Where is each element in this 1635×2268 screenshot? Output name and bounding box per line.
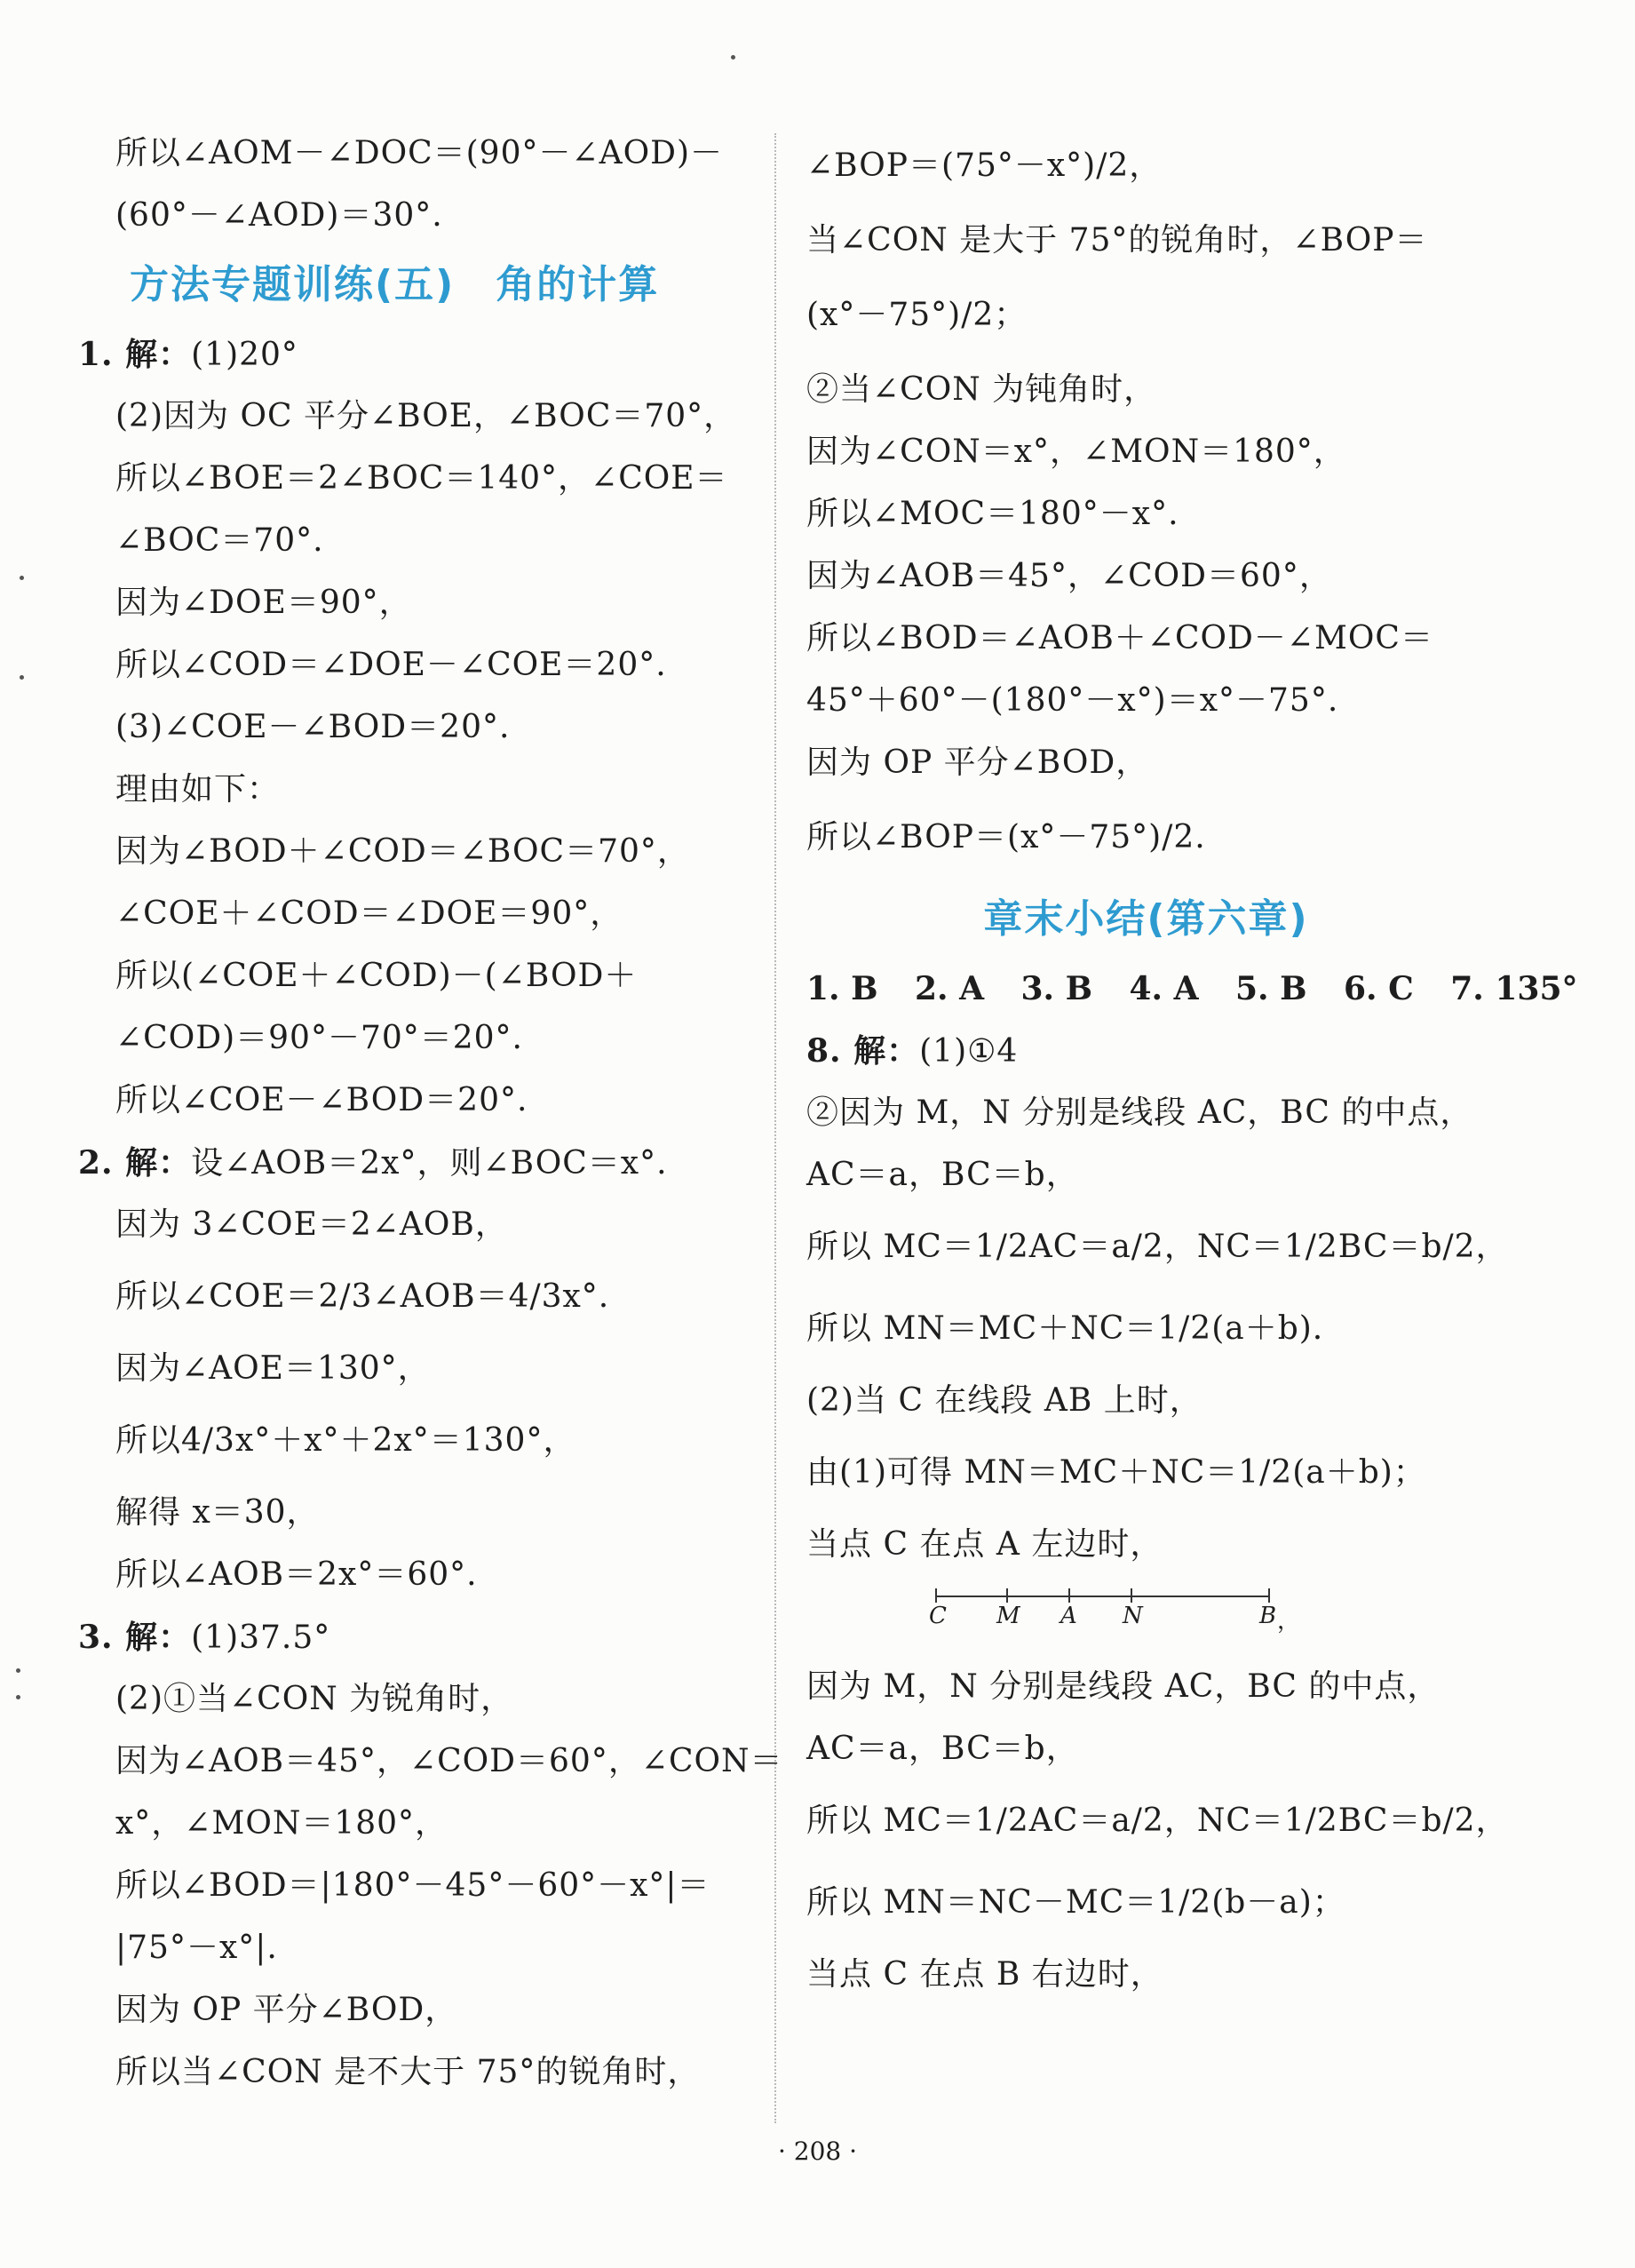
text-line: 解得 x＝30， [115, 1494, 320, 1531]
answer-item: 1. B [806, 970, 878, 1007]
text-line: ∠BOC＝70°. [115, 522, 324, 559]
answer-item: 3. B [1020, 970, 1093, 1007]
text-line: 所以∠MOC＝180°－x°. [806, 496, 1179, 532]
text-line: (x°－75°)/2； [806, 297, 1028, 333]
text-line: 所以当∠CON 是不大于 75°的锐角时， [115, 2054, 701, 2090]
text-line: 所以∠BOD＝|180°－45°－60°－x°|＝ [115, 1867, 710, 1904]
text-line: 当点 C 在点 B 右边时， [806, 1956, 1163, 1993]
left-column [78, 123, 783, 2104]
text-line: 因为∠AOB＝45°，∠COD＝60°， [806, 558, 1332, 594]
page-number: · 208 · [777, 2137, 858, 2166]
text-line: ∠COD)＝90°－70°＝20°. [115, 1020, 524, 1056]
speck [20, 576, 24, 580]
text-line: |75°－x°|. [115, 1930, 278, 1966]
text-line: 所以∠AOB＝2x°＝60°. [115, 1556, 478, 1593]
text-line: ∠COE＋∠COD＝∠DOE＝90°， [115, 895, 623, 932]
number-line-diagram [895, 1576, 1321, 1656]
tick-m [1006, 1588, 1008, 1603]
answer-item: 7. 135° [1450, 970, 1578, 1007]
text-line: 所以∠BOD＝∠AOB＋∠COD－∠MOC＝ [806, 620, 1433, 657]
text-line: x°，∠MON＝180°， [115, 1805, 448, 1842]
question-1-line [78, 323, 753, 386]
text-line: 因为∠DOE＝90°， [115, 585, 412, 621]
text-line: 由(1)可得 MN＝MC＋NC＝1/2(a＋b)； [806, 1454, 1426, 1491]
question-number: 3. 解： [78, 1619, 192, 1656]
answer-text: (1)①4 [919, 1033, 1019, 1070]
tick-a [1068, 1588, 1070, 1603]
question-2-line [78, 1132, 753, 1194]
section-heading: 章末小结(第六章) [983, 896, 1309, 942]
text-line: 所以∠BOP＝(x°－75°)/2. [806, 819, 1206, 855]
point-label-b: B [1259, 1603, 1277, 1629]
text-line: 因为 OP 平分∠BOD， [806, 744, 1149, 781]
text-line: 所以∠COE－∠BOD＝20°. [115, 1082, 528, 1118]
text-line: 所以 MN＝NC－MC＝1/2(b－a)； [806, 1884, 1345, 1921]
text-line: 所以∠COE＝2/3∠AOB＝4/3x°. [115, 1278, 610, 1315]
question-3-line [78, 1606, 753, 1668]
tick-c [935, 1588, 937, 1603]
text-line: 所以 MN＝MC＋NC＝1/2(a＋b). [806, 1310, 1324, 1347]
text-line: 因为∠AOB＝45°，∠COD＝60°，∠CON＝ [115, 1743, 783, 1779]
text-line: 所以∠AOM－∠DOC＝(90°－∠AOD)－ [115, 135, 724, 171]
answer-text: (1)37.5° [191, 1619, 331, 1656]
text-line: 所以(∠COE＋∠COD)－(∠BOD＋ [115, 958, 638, 994]
section-heading: 方法专题训练(五) 角的计算 [130, 262, 660, 307]
point-label-a: A [1060, 1603, 1077, 1629]
answer-item: 4. A [1129, 970, 1199, 1007]
answer-item: 5. B [1235, 970, 1307, 1007]
text-line: 因为∠CON＝x°，∠MON＝180°， [806, 434, 1346, 470]
text-line: 当∠CON 是大于 75°的锐角时，∠BOP＝ [806, 222, 1428, 259]
speck [20, 675, 24, 680]
text-line: 所以 MC＝1/2AC＝a/2，NC＝1/2BC＝b/2， [806, 1229, 1509, 1265]
answer-item: 6. C [1344, 970, 1414, 1007]
tick-b [1268, 1588, 1270, 1603]
text-line: ②因为 M，N 分别是线段 AC，BC 的中点， [806, 1094, 1473, 1131]
answer-list [806, 958, 1578, 1020]
speck [16, 1668, 20, 1673]
text-line: ∠BOP＝(75°－x°)/2， [806, 147, 1163, 184]
point-label-m: M [996, 1603, 1020, 1629]
text-line: (2)因为 OC 平分∠BOE，∠BOC＝70°， [115, 398, 737, 434]
text-line: AC＝a，BC＝b， [806, 1731, 1079, 1767]
text-line: 所以4/3x°＋x°＋2x°＝130°， [115, 1422, 576, 1459]
number-line-axis [935, 1596, 1268, 1597]
text-line: (2)当 C 在线段 AB 上时， [806, 1382, 1202, 1419]
question-number: 2. 解： [78, 1144, 192, 1182]
question-8-line [806, 1020, 1468, 1082]
answer-item: 2. A [915, 970, 985, 1007]
text-line: 因为 OP 平分∠BOD， [115, 1992, 458, 2028]
question-number: 8. 解： [806, 1032, 920, 1070]
text-line: 所以∠COD＝∠DOE－∠COE＝20°. [115, 647, 667, 683]
text-line: 因为∠AOE＝130°， [115, 1350, 431, 1387]
line-suffix: ， [1277, 1608, 1301, 1635]
right-column [806, 123, 1578, 2006]
text-line: 当点 C 在点 A 左边时， [806, 1526, 1163, 1563]
answer-text: (1)20° [191, 337, 298, 373]
text-line: 因为 M，N 分别是线段 AC，BC 的中点， [806, 1668, 1441, 1705]
text-line: ②当∠CON 为钝角时， [806, 371, 1157, 408]
point-label-c: C [929, 1603, 947, 1629]
text-line: 45°＋60°－(180°－x°)＝x°－75°. [806, 682, 1339, 719]
speck [16, 1695, 20, 1699]
text-line: (60°－∠AOD)＝30°. [115, 197, 443, 234]
text-line: AC＝a，BC＝b， [806, 1157, 1079, 1193]
text-line: 所以∠BOE＝2∠BOC＝140°，∠COE＝ [115, 460, 728, 497]
text-line: 所以 MC＝1/2AC＝a/2，NC＝1/2BC＝b/2， [806, 1802, 1509, 1839]
text-line: 理由如下： [115, 771, 281, 808]
text-line: (3)∠COE－∠BOD＝20°. [115, 709, 511, 745]
column-divider [774, 133, 776, 2123]
text-line: 因为 3∠COE＝2∠AOB， [115, 1206, 508, 1243]
point-label-n: N [1123, 1603, 1143, 1629]
speck [731, 55, 735, 60]
question-number: 1. 解： [78, 336, 192, 373]
text-line: 因为∠BOD＋∠COD＝∠BOC＝70°， [115, 833, 690, 870]
answer-text: 设∠AOB＝2x°，则∠BOC＝x°. [191, 1145, 668, 1182]
text-line: (2)①当∠CON 为锐角时， [115, 1681, 514, 1717]
tick-n [1131, 1588, 1132, 1603]
